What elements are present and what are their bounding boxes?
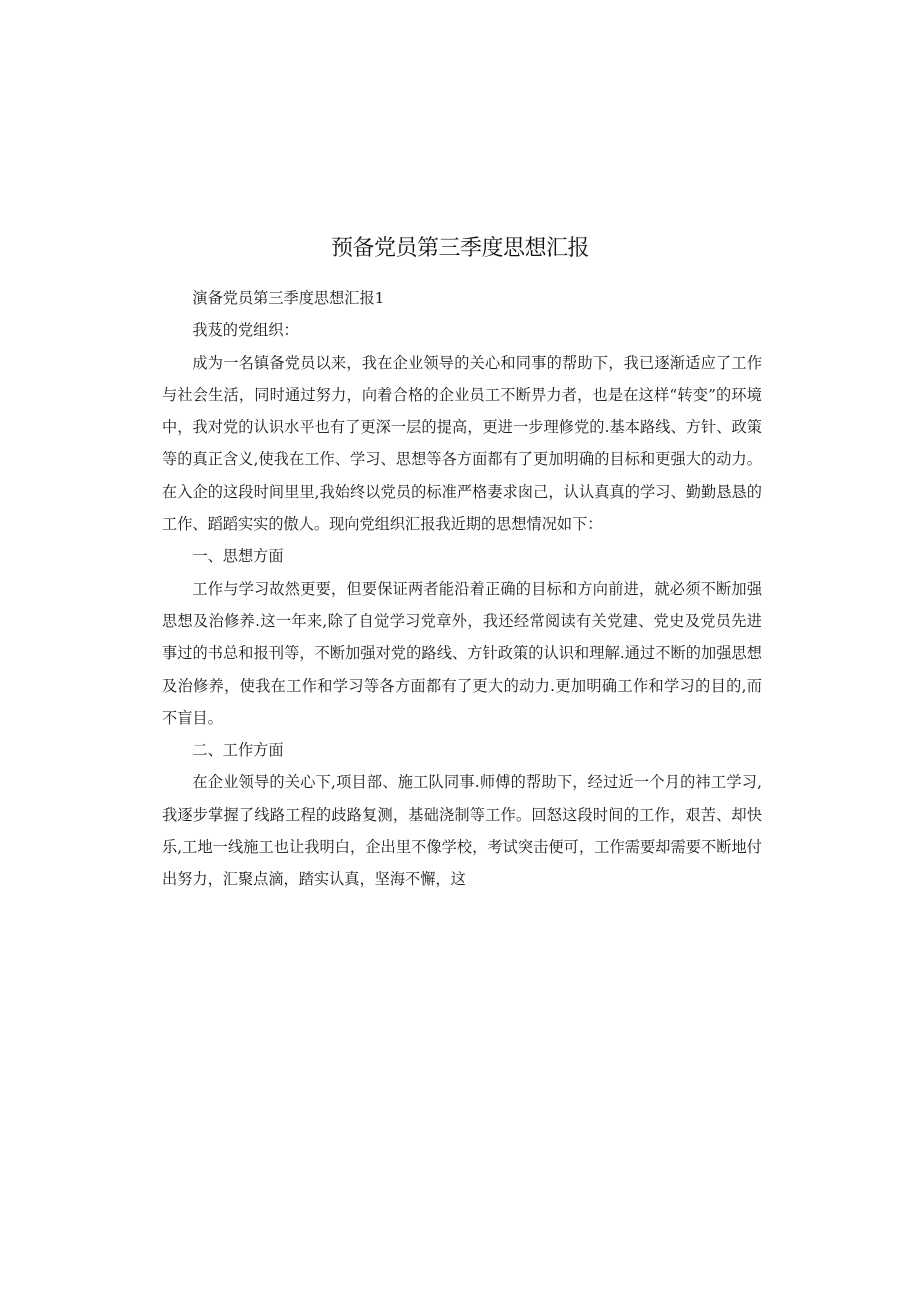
paragraph-thought: 工作与学习故然更要，但要保证两者能沿着正确的目标和方向前进，就必须不断加强思想及治修养.这一年来,除了自觉学习党章外，我还经常阅读有关党建、党史及党员先进事过的书总和报刊等，不断加强对党的路线、方针政策的认识和理解.通过不断的加强思想及治修养，使我在工作和学习等各方面都有了更大的动力.更加明确工作和学习的目的,而不盲目。 [162,579,762,727]
document-title: 预备党员第三季度思想汇报 [330,235,589,261]
paragraph-salutation: 我芨的党组织： [192,321,299,340]
section-heading-thought: 一、思想方面 [192,547,284,566]
paragraph-intro: 成为一名镇备党员以来，我在企业领导的关心和同事的帮助下，我已逐渐适应了工作与社会生活，同时通过努力，向着合格的企业员工不断畀力者，也是在这样“转变”的环境中，我对党的认识水平也有了更深一层的提高，更进一步理修党的.基本路线、方针、政策等的真正含义,使我在工作、学习、思想等各方面都有了更加明确的目标和更强大的动力。在入企的这段时间里里,我始终以党员的标准严格妻求囱己，认认真真的学习、勤勤恳恳的工作、蹈蹈实实的傲人。现向党组织汇报我近期的思想情况如下： [162,353,762,534]
section-heading-work: 二、工作方面 [192,741,284,760]
paragraph-subtitle: 演备党员第三季度思想汇报1 [192,289,385,307]
paragraph-work: 在企业领导的关心下,项目部、施工队同事.师傅的帮助下，经过近一个月的袆工学习,我逐步掌握了线路工程的歧路复测，基础浇制等工作。回怒这段时间的工作，艰苦、却快乐,工地一线施工也让我明白，企出里不像学校，考试突击便可，工作需要却需要不断地付出努力，汇聚点滴，踏实认真，坚海不懈，这 [162,773,762,889]
document-body [162,282,762,896]
